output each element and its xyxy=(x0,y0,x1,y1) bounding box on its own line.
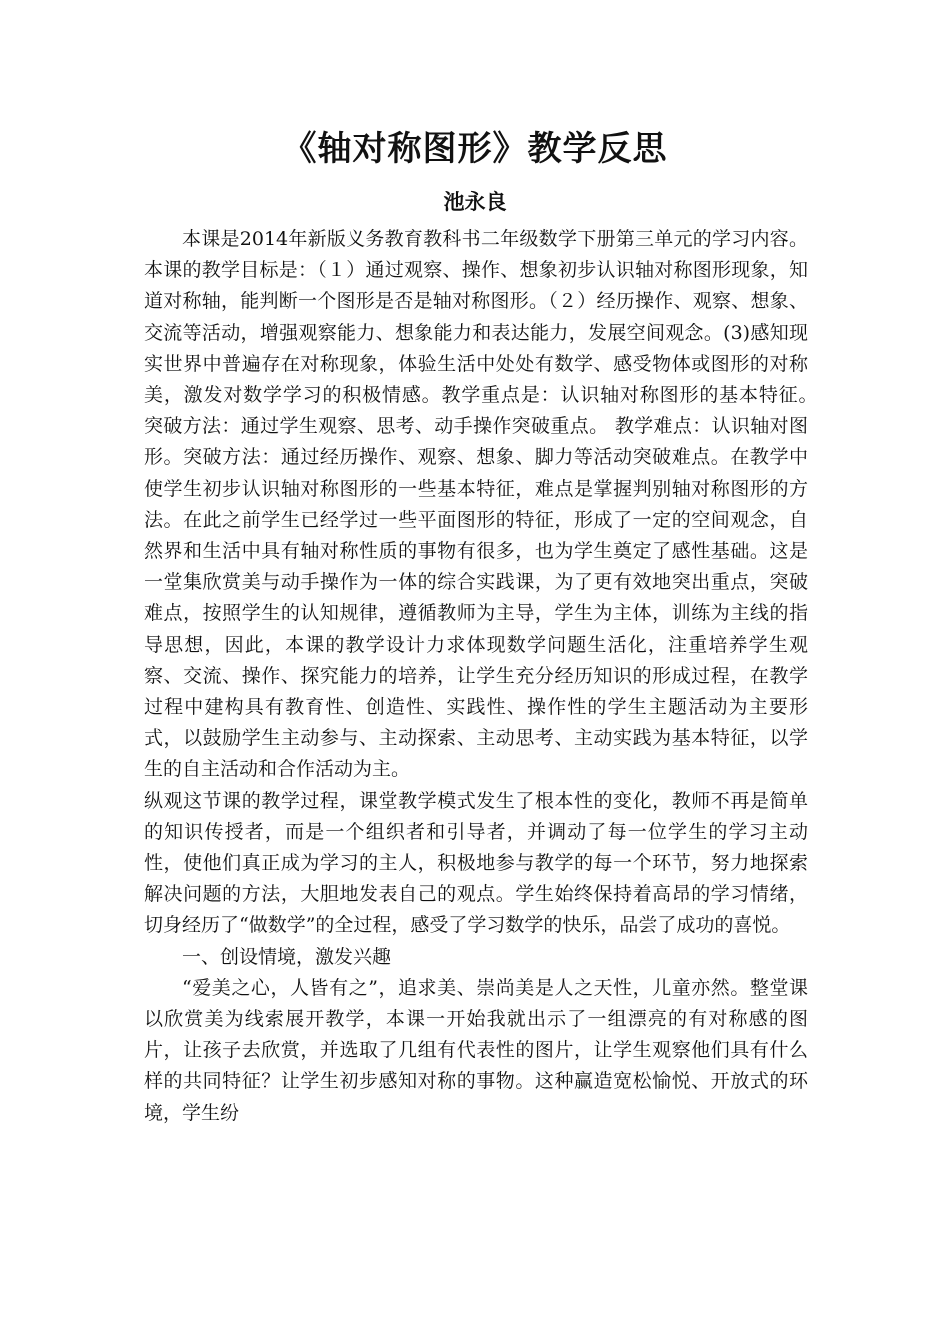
document-author: 池永良 xyxy=(443,190,507,214)
paragraph-section-one: “爱美之心，人皆有之”，追求美、崇尚美是人之天性，儿童亦然。整堂课以欣赏美为线索展开教学，本课一开始我就出示了一组漂亮的有对称感的图片，让孩子去欣赏，并选取了几组有代表性的图片，让学生观察他们具有什么样的共同特征？让学生初步感知对称的事物。这种赢造宽松愉悦、开放式的环境，学生纷 xyxy=(144,976,808,1124)
document-body xyxy=(144,224,828,1129)
paragraph-intro: 本课是2014年新版义务教育教科书二年级数学下册第三单元的学习内容。本课的教学目标是：（１）通过观察、操作、想象初步认识轴对称图形现象，知道对称轴，能判断一个图形是否是轴对称图形。（２）经历操作、观察、想象、交流等活动，增强观察能力、想象能力和表达能力，发展空间观念。(3)感知现实世界中普遍存在对称现象，体验生活中处处有数学、感受物体或图形的对称美，激发对数学学习的积极情感。教学重点是：认识轴对称图形的基本特征。 突破方法：通过学生观察、思考、动手操作突破重点。 教学难点：认识轴对图形。突破方法：通过经历操作、观察、想象、脚力等活动突破难点。在教学中使学生初步认识轴对称图形的一些基本特征，难点是掌握判别轴对称图形的方法。在此之前学生已经学过一些平面图形的特征，形成了一定的空间观念，自然界和生活中具有轴对称性质的事物有很多，也为学生奠定了感性基础。这是一堂集欣赏美与动手操作为一体的综合实践课，为了更有效地突出重点，突破难点，按照学生的认知规律，遵循教师为主导，学生为主体，训练为主线的指导思想，因此，本课的教学设计力求体现数学问题生活化，注重培养学生观察、交流、操作、探究能力的培养，让学生充分经历知识的形成过程，在教学过程中建构具有教育性、创造性、实践性、操作性的学生主题活动为主要形式，以鼓励学生主动参与、主动探索、主动思考、主动实践为基本特征，以学生的自主活动和合作活动为主。 xyxy=(144,228,828,781)
document-title: 《轴对称图形》教学反思 xyxy=(282,129,668,169)
paragraph-overview: 纵观这节课的教学过程，课堂教学模式发生了根本性的变化，教师不再是简单的知识传授者，而是一个组织者和引导者，并调动了每一位学生的学习主动性，使他们真正成为学习的主人，积极地参与教学的每一个环节，努力地探索解决问题的方法，大胆地发表自己的观点。学生始终保持着高昂的学习情绪，切身经历了“做数学”的全过程，感受了学习数学的快乐，品尝了成功的喜悦。 xyxy=(144,789,808,937)
section-heading: 一、创设情境，激发兴趣 xyxy=(182,945,392,968)
